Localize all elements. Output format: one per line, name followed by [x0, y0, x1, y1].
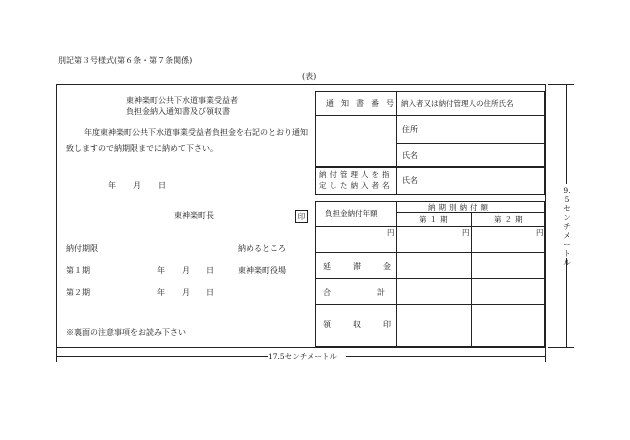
name-label: 氏名 — [402, 151, 418, 160]
period2-label: 第２期 — [66, 288, 90, 297]
width-dimension-label: 17.5センチメートル — [268, 352, 337, 361]
notice-body-line2: 致しますので納期限までに納めて下さい。 — [66, 144, 218, 153]
receipt-stamp-label: 領収印 — [323, 320, 413, 329]
period1-day: 日 — [206, 266, 214, 275]
period2-amount-yen: 円 — [536, 228, 544, 237]
town-office: 東神楽町役場 — [238, 266, 286, 275]
date-month: 月 — [133, 181, 141, 190]
designated-name-label: 氏名 — [402, 176, 418, 185]
mayor-title: 東神楽町長 — [174, 211, 214, 220]
notice-title-line1: 東神楽町公共下水道事業受益者 — [126, 96, 238, 105]
period2-day: 日 — [206, 288, 214, 297]
period1-amount-yen: 円 — [462, 228, 470, 237]
late-fee-label: 延滞金 — [323, 262, 413, 271]
period2-year: 年 — [157, 288, 165, 297]
period1-column-header: 第１期 — [419, 215, 451, 224]
reverse-side-note: ※裏面の注意事項をお読み下さい — [66, 328, 186, 337]
period2-column-header: 第２期 — [494, 215, 526, 224]
designated-payer-line2: 定した納入者名 — [319, 181, 393, 190]
date-day: 日 — [158, 181, 166, 190]
annual-amount-yen: 円 — [387, 228, 395, 237]
period1-month: 月 — [182, 266, 190, 275]
period1-year: 年 — [157, 266, 165, 275]
annual-amount-label: 負担金納付年額 — [325, 209, 378, 218]
designated-payer-line1: 納付管理人を指 — [319, 170, 393, 179]
total-label: 合計 — [323, 288, 431, 297]
form-reference: 別記第３号様式(第６条・第７条関係) — [58, 56, 193, 65]
notice-title-line2: 負担金納入通知書及び領収書 — [126, 107, 230, 116]
notice-number-header: 通知書番号 — [326, 99, 401, 108]
date-year: 年 — [108, 181, 116, 190]
payment-place-label: 納めるところ — [238, 244, 286, 253]
seal-mark: 印 — [295, 210, 308, 223]
notice-body-line1: 年度東神楽町公共下水道事業受益者負担金を右記のとおり通知 — [84, 128, 308, 137]
address-label: 住所 — [402, 125, 418, 134]
payer-header: 納入者又は納付管理人の住所氏名 — [401, 99, 514, 108]
period1-label: 第１期 — [66, 266, 90, 275]
height-dimension-label: 9.5センチメートル — [563, 186, 571, 267]
installment-header: 納期別納付額 — [428, 203, 491, 212]
due-date-label: 納付期限 — [66, 244, 98, 253]
period2-month: 月 — [182, 288, 190, 297]
front-side-label: (表) — [302, 72, 317, 81]
